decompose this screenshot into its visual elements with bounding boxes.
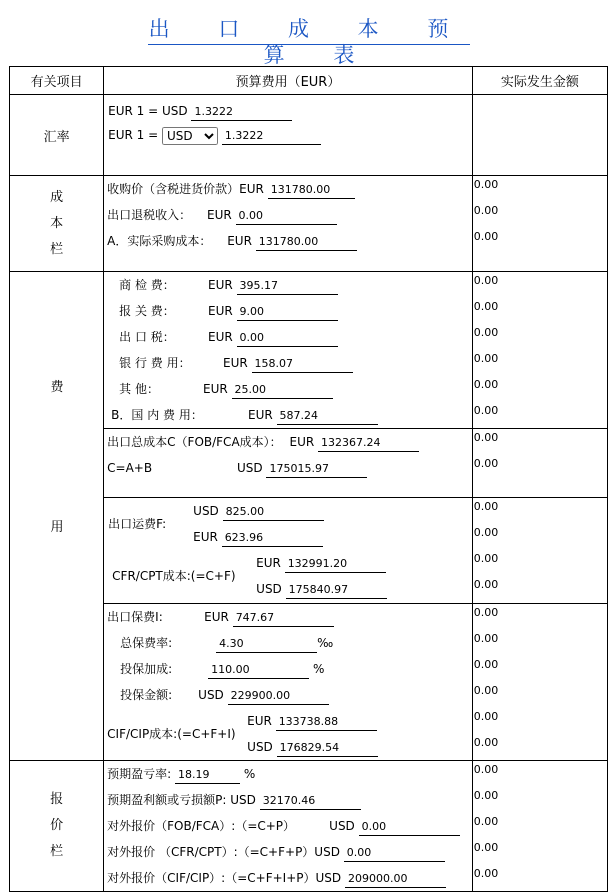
actual-cost-line <box>107 228 472 254</box>
insurance-actual-6[interactable]: 0.00 <box>473 736 499 749</box>
actual-cost-value: 131780.00 <box>256 233 357 251</box>
page-title-text: 出 口 成 本 预 算 表 <box>148 17 470 67</box>
bank-fee-currency: EUR <box>222 356 248 370</box>
fob-cost-usd-currency: USD <box>236 461 263 475</box>
profit-amount-line <box>107 787 472 813</box>
purchase-price-label: 收购价（含税进货价款）EUR <box>107 182 264 196</box>
header-items: 有关项目 <box>10 67 104 95</box>
premium-rate-line <box>107 630 472 656</box>
customs-fee-label: 报 关 费： <box>119 304 175 318</box>
fob-cost-label: 出口总成本C（FOB/FCA成本）： <box>107 435 282 449</box>
freight-eur-currency: EUR <box>193 530 218 544</box>
cif-eur-currency: EUR <box>247 714 272 728</box>
cost-actual-1[interactable]: 0.00 <box>473 178 499 191</box>
header-budget: 预算费用（EUR） <box>104 67 473 95</box>
cost-actual-3[interactable]: 0.00 <box>473 230 499 243</box>
quote-actual-5[interactable]: 0.00 <box>473 867 499 880</box>
domestic-actual-4[interactable]: 0.00 <box>473 352 499 365</box>
purchase-price-input[interactable]: 131780.00 <box>268 181 355 199</box>
insurance-markup-input[interactable]: 110.00 <box>208 661 309 679</box>
cif-usd-line <box>107 727 472 760</box>
domestic-fees-row <box>10 272 608 429</box>
insurance-value: 747.67 <box>233 609 334 627</box>
quote-actual-3[interactable]: 0.00 <box>473 815 499 828</box>
cost-actual-2[interactable]: 0.00 <box>473 204 499 217</box>
cost-budget-table <box>9 66 608 892</box>
insurance-actual-4[interactable]: 0.00 <box>473 684 499 697</box>
inspection-fee-currency: EUR <box>207 278 233 292</box>
quote-actual-2[interactable]: 0.00 <box>473 789 499 802</box>
rate-input-1[interactable]: 1.3222 <box>191 103 292 121</box>
cost-label-char-1: 成 <box>50 189 64 205</box>
quote-label <box>10 761 104 892</box>
premium-rate-input[interactable]: 4.30 <box>216 635 317 653</box>
purchase-price-line <box>107 176 472 202</box>
premium-rate-label: 总保费率: <box>120 636 173 650</box>
fees-label-top: 费 <box>50 380 64 395</box>
freight-actual-3[interactable]: 0.00 <box>473 552 499 565</box>
cif-usd-value: 176829.54 <box>277 739 378 757</box>
rate-line-1 <box>108 99 472 123</box>
rate-line-2 <box>108 123 472 147</box>
profit-margin-unit: % <box>243 767 256 781</box>
cfr-quote-label: 对外报价 （CFR/CPT）:（=C+F+P）USD <box>107 845 340 859</box>
profit-margin-line <box>107 761 472 787</box>
rate-line2-label: EUR 1 = <box>108 128 159 142</box>
actual-cost-currency: EUR <box>227 234 252 248</box>
fob-actual-2[interactable]: 0.00 <box>473 457 499 470</box>
freight-usd-input[interactable]: 825.00 <box>223 503 324 521</box>
freight-usd-currency: USD <box>193 504 219 518</box>
fob-cost-eur-value: 132367.24 <box>318 434 419 452</box>
insurance-actual-2[interactable]: 0.00 <box>473 632 499 645</box>
cfr-quote-line <box>107 839 472 865</box>
insured-amount-label: 投保金额: <box>120 688 173 702</box>
tax-rebate-currency: EUR <box>207 208 232 222</box>
inspection-fee-input[interactable]: 395.17 <box>237 277 338 295</box>
profit-margin-label: 预期盈亏率: <box>107 767 172 781</box>
profit-amount-value: 32170.46 <box>260 792 361 810</box>
domestic-actual-1[interactable]: 0.00 <box>473 274 499 287</box>
insurance-actual-5[interactable]: 0.00 <box>473 710 499 723</box>
tax-rebate-label: 出口退税收入： <box>107 208 192 222</box>
fees-label <box>10 272 104 761</box>
cfr-usd-currency: USD <box>256 582 282 596</box>
fob-quote-value: 0.00 <box>359 818 460 836</box>
other-fee-label: 其 他： <box>119 382 159 396</box>
domestic-fee-total-value: 587.24 <box>277 407 378 425</box>
tax-rebate-line <box>107 202 472 228</box>
domestic-actual-5[interactable]: 0.00 <box>473 378 499 391</box>
cost-label-char-2: 本 <box>50 215 64 231</box>
rate-row <box>10 95 608 176</box>
quote-label-char-2: 价 <box>50 818 64 833</box>
export-tax-input[interactable]: 0.00 <box>237 329 338 347</box>
cif-quote-label: 对外报价（CIF/CIP）:（=C+F+I+P）USD <box>107 871 342 885</box>
insurance-line <box>107 604 472 630</box>
cif-label: CIF/CIP成本:(=C+F+I) <box>107 727 236 741</box>
quote-row <box>10 761 608 892</box>
quote-actual-4[interactable]: 0.00 <box>473 841 499 854</box>
fob-quote-label: 对外报价（FOB/FCA）:（=C+P） <box>107 819 296 833</box>
rate-input-2[interactable]: 1.3222 <box>222 127 321 145</box>
cfr-label: CFR/CPT成本:(=C+F) <box>112 569 236 583</box>
fob-cost-usd-value: 175015.97 <box>266 460 367 478</box>
other-fee-line <box>119 376 472 402</box>
domestic-actual-6[interactable]: 0.00 <box>473 404 499 417</box>
cfr-eur-value: 132991.20 <box>285 555 386 573</box>
domestic-fee-total-label: B．国 内 费 用： <box>111 408 203 422</box>
insurance-actual-3[interactable]: 0.00 <box>473 658 499 671</box>
domestic-fee-total-line <box>111 402 472 428</box>
inspection-fee-label: 商 检 费： <box>119 278 175 292</box>
export-tax-label: 出 口 税： <box>119 330 175 344</box>
premium-rate-unit: ‰ <box>317 636 334 650</box>
export-tax-currency: EUR <box>207 330 233 344</box>
header-actual: 实际发生金额 <box>472 67 607 95</box>
freight-actual-2[interactable]: 0.00 <box>473 526 499 539</box>
fees-label-bottom: 用 <box>50 520 64 535</box>
rate-line1-label: EUR 1 = USD <box>108 104 188 118</box>
freight-actual-4[interactable]: 0.00 <box>473 578 499 591</box>
cost-row <box>10 176 608 272</box>
table-header-row <box>10 67 608 95</box>
cif-eur-value: 133738.88 <box>276 713 377 731</box>
customs-fee-line <box>119 298 472 324</box>
insurance-label: 出口保费I: <box>107 610 163 624</box>
other-fee-input[interactable]: 25.00 <box>232 381 333 399</box>
fob-quote-line <box>107 813 472 839</box>
tax-rebate-input[interactable]: 0.00 <box>236 207 337 225</box>
bank-fee-input[interactable]: 158.07 <box>252 355 353 373</box>
cif-quote-value: 209000.00 <box>345 870 446 888</box>
fob-formula: C=A+B <box>107 461 153 475</box>
quote-label-char-3: 栏 <box>50 844 64 859</box>
quote-label-char-1: 报 <box>50 792 64 807</box>
fob-cost-eur-currency: EUR <box>289 435 315 449</box>
cost-label <box>10 176 104 272</box>
domestic-actual-3[interactable]: 0.00 <box>473 326 499 339</box>
insured-amount-value: 229900.00 <box>228 687 329 705</box>
freight-eur-line <box>108 517 472 550</box>
bank-fee-label: 银 行 费 用： <box>119 356 191 370</box>
fob-cost-line <box>107 429 472 455</box>
page-title <box>148 16 470 67</box>
cfr-quote-value: 0.00 <box>344 844 445 862</box>
cif-usd-currency: USD <box>247 740 273 754</box>
profit-amount-label: 预期盈利额或亏损额P: USD <box>107 793 256 807</box>
insurance-markup-line <box>107 656 472 682</box>
quote-actual-1[interactable]: 0.00 <box>473 763 499 776</box>
currency-select[interactable] <box>162 127 218 145</box>
insurance-markup-label: 投保加成: <box>120 662 173 676</box>
freight-label: 出口运费F: <box>108 517 167 531</box>
insurance-actual-1[interactable]: 0.00 <box>473 606 499 619</box>
fob-cost-usd-line <box>107 455 472 481</box>
bank-fee-line <box>119 350 472 376</box>
cfr-eur-currency: EUR <box>256 556 281 570</box>
profit-margin-input[interactable]: 18.19 <box>175 766 240 784</box>
domestic-fee-total-currency: EUR <box>247 408 273 422</box>
fob-actual-1[interactable]: 0.00 <box>473 431 499 444</box>
domestic-actual-2[interactable]: 0.00 <box>473 300 499 313</box>
insured-amount-line <box>107 682 472 708</box>
cfr-usd-value: 175840.97 <box>286 581 387 599</box>
cif-quote-line <box>107 865 472 891</box>
export-tax-line <box>119 324 472 350</box>
rate-actual <box>472 95 607 176</box>
inspection-fee-line <box>119 272 472 298</box>
freight-actual-1[interactable]: 0.00 <box>473 500 499 513</box>
freight-eur-value: 623.96 <box>222 529 323 547</box>
customs-fee-currency: EUR <box>207 304 233 318</box>
cfr-usd-line <box>108 569 472 602</box>
other-fee-currency: EUR <box>202 382 228 396</box>
cost-label-char-3: 栏 <box>50 241 64 257</box>
insurance-currency: EUR <box>204 610 229 624</box>
customs-fee-input[interactable]: 9.00 <box>237 303 338 321</box>
actual-cost-label: A．实际采购成本： <box>107 234 212 248</box>
insured-amount-currency: USD <box>198 688 224 702</box>
fob-quote-currency: USD <box>329 819 355 833</box>
insurance-markup-unit: % <box>312 662 325 676</box>
rate-label: 汇率 <box>10 95 104 176</box>
